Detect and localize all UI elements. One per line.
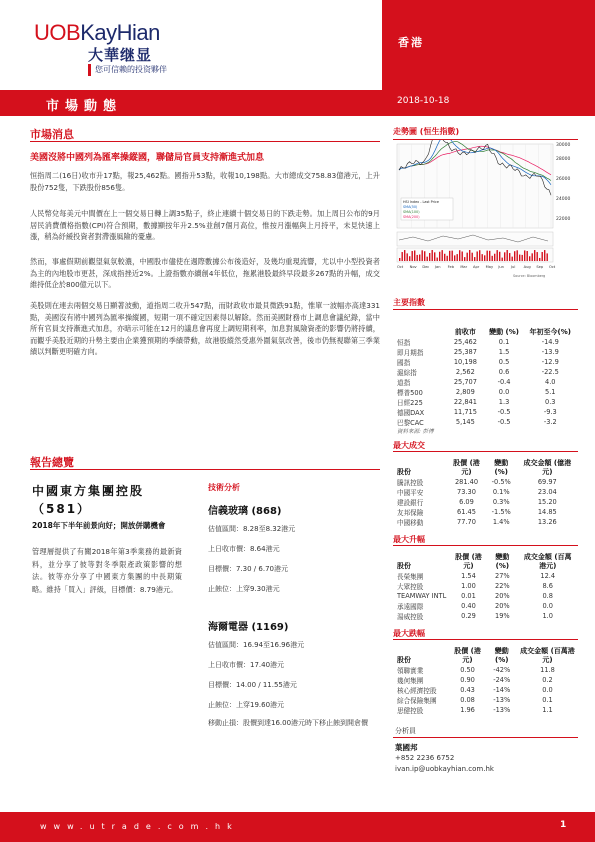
divider [393, 737, 578, 738]
x-tick: Mar [460, 265, 468, 269]
row-label: 德國DAX [397, 409, 425, 417]
table-cell: 25,387 [453, 348, 477, 356]
volume-bar [484, 255, 485, 261]
table-row [395, 367, 577, 377]
losers-table [395, 643, 577, 715]
section-title: 市場動態 [46, 99, 123, 114]
table-cell: 0.1% [492, 488, 510, 496]
table-row [395, 497, 577, 507]
col-header: 變動 (%) [494, 647, 509, 664]
table-row [395, 507, 577, 517]
table-cell: 1.3 [498, 398, 510, 406]
volume-bar [467, 253, 468, 261]
col-header: 年初至今(%) [529, 328, 571, 336]
volume-bar [487, 251, 488, 261]
divider [393, 639, 578, 640]
report-heading: 報告總覽 [30, 456, 74, 469]
table-cell: -3.2 [543, 418, 557, 426]
y-tick: 22000 [556, 217, 571, 222]
table-cell: 69.97 [537, 478, 557, 486]
table-row [395, 685, 577, 695]
table-row [395, 571, 577, 581]
analyst-phone: +852 2236 6752 [395, 754, 455, 762]
volume-bar [419, 255, 420, 261]
chart-heading: 走勢圖 (恒生指數) [393, 127, 460, 136]
slogan: 您可信赖的投资夥伴 [95, 65, 167, 74]
volume-bar [442, 250, 443, 261]
footer-url[interactable]: www.utrade.com.hk [40, 822, 239, 831]
row-label: 國指 [397, 359, 411, 367]
volume-bar [409, 256, 410, 261]
table-row [395, 517, 577, 527]
col-header [395, 315, 446, 337]
row-label: 湯威控股 [397, 613, 424, 621]
major-indices-table [395, 315, 577, 427]
row-label: 巴黎CAC [397, 419, 424, 427]
table-cell: 0.8 [542, 592, 553, 600]
table-cell: 6.09 [459, 498, 474, 506]
row-label: 中國移動 [397, 519, 424, 527]
volume-bar [524, 250, 525, 261]
row-label: 承遠國際 [397, 603, 424, 611]
volume-bar [499, 252, 500, 261]
volume-bar [534, 250, 535, 261]
table-row [395, 591, 577, 601]
market-news-heading: 市場消息 [30, 128, 74, 141]
volume-bar [472, 253, 473, 261]
table-cell: 61.45 [457, 508, 476, 516]
row-label: 中國平安 [397, 489, 424, 497]
table-cell: 0.1 [498, 338, 510, 346]
volume-bar [424, 251, 425, 261]
col-header: 變動 (%) [489, 328, 519, 336]
table-cell: 1.1 [542, 706, 553, 714]
table-row [395, 387, 577, 397]
col-header: 股份 [397, 468, 411, 476]
gainers-heading: 最大升幅 [393, 535, 425, 544]
chart-source: Source: Bloomberg [513, 274, 546, 278]
volume-bar [477, 251, 478, 261]
analyst-email[interactable]: ivan.ip@uobkayhian.com.hk [395, 765, 494, 773]
table-row [395, 705, 577, 715]
x-tick: Sep [536, 265, 544, 269]
volume-bar [454, 255, 455, 261]
tech-close: 上日收市價：17.40港元 [208, 661, 285, 669]
news-headline: 美國沒將中國列為匯率操縱國，聯儲局官員支持漸進式加息 [30, 153, 265, 163]
volume-bar [422, 250, 423, 261]
table-cell: 19% [495, 612, 510, 620]
row-label: 騰訊控股 [397, 479, 424, 487]
volume-bar [489, 251, 490, 261]
table-cell: -1.5% [491, 508, 511, 516]
table-cell: 0.29 [461, 612, 476, 620]
table-row [395, 337, 577, 347]
volume-bar [457, 254, 458, 261]
news-paragraph-2: 人民幣兌每美元中間價在上一個交易日轉上調35點子，終止連續十個交易日的下跌走勢。加上周日公布的9月居民消費價格指數(CPI)符合預期，數據顯按年升2.5%並創7個月高位，惟按月漲幅與上月持平，未見快速上漲，稍為紓緩投資者對滯漲風險的憂慮。 [30, 209, 380, 241]
table-cell: -13% [493, 706, 511, 714]
table-cell: 23.04 [537, 488, 557, 496]
table-row [395, 417, 577, 427]
table-cell: -13.9 [541, 348, 559, 356]
volume-bar [504, 252, 505, 261]
table-cell: -22.5 [541, 368, 559, 376]
legend-entry: HSI Index - Last Price [403, 200, 439, 204]
table-cell: 0.2 [542, 676, 553, 684]
volume-bar [542, 252, 543, 261]
col-header: 變動 (%) [495, 553, 510, 570]
table-cell: 5,145 [455, 418, 475, 426]
table-cell: 14.85 [537, 508, 557, 516]
row-label: 日經225 [397, 399, 423, 407]
y-tick: 30000 [556, 143, 571, 148]
table-cell: 0.0 [542, 602, 553, 610]
volume-bar [399, 258, 400, 261]
table-cell: 2,562 [455, 368, 475, 376]
volume-bar [414, 250, 415, 261]
table-row [395, 357, 577, 367]
table-cell: -0.5 [497, 418, 511, 426]
table-cell: 0.0 [542, 686, 553, 694]
report-company: 中國東方集團控股（581） [32, 484, 145, 516]
table-cell: 20% [495, 592, 510, 600]
table-cell: 8.6 [542, 582, 553, 590]
row-label: 滬綜指 [397, 369, 417, 377]
volume-bar [494, 254, 495, 261]
row-label: 道指 [397, 379, 411, 387]
table-cell: 5.1 [545, 388, 556, 396]
volume-bar [512, 257, 513, 261]
table-cell: 0.1 [542, 696, 553, 704]
table-cell: 0.6 [498, 368, 510, 376]
table-cell: 27% [495, 572, 510, 580]
hsi-chart [393, 140, 578, 290]
table-cell: -24% [493, 676, 511, 684]
news-paragraph-1: 恒指周二(16日)收市升17點，報25,462點。國指升53點，收報10,198點。大市總成交758.83億港元，上升股份752隻，下跌股份856隻。 [30, 171, 380, 192]
volume-bar [519, 255, 520, 261]
table-cell: -14.9 [541, 338, 559, 346]
page-number: 1 [560, 820, 567, 830]
volume-bar [417, 255, 418, 261]
major-indices-heading: 主要指數 [393, 298, 425, 307]
volume-bar [404, 250, 405, 261]
table-row [395, 695, 577, 705]
analyst-name: 葉國邦 [395, 743, 418, 752]
x-tick: Oct [549, 265, 556, 269]
col-header: 股價 (港元) [454, 647, 481, 664]
col-header: 股份 [397, 656, 411, 664]
col-header: 成交金額 (百萬港元) [520, 647, 575, 664]
volume-bar [449, 251, 450, 261]
turnover-table [395, 455, 577, 527]
volume-bar [432, 250, 433, 261]
tech-stock-name: 海爾電器 (1169) [208, 622, 289, 633]
tech-target: 目標價：7.30 / 6.70港元 [208, 565, 288, 573]
volume-bar [439, 252, 440, 261]
table-cell: 1.96 [460, 706, 475, 714]
volume-bar [459, 250, 460, 261]
table-cell: 0.5 [498, 358, 510, 366]
row-label: 恒指 [397, 339, 411, 347]
table-cell: 0.40 [461, 602, 476, 610]
technical-heading: 技術分析 [208, 483, 240, 492]
table-row [395, 407, 577, 417]
logo-main: KayHian [80, 20, 160, 45]
x-tick: Oct [397, 265, 404, 269]
divider [393, 545, 578, 546]
row-label: 幾何集團 [397, 677, 424, 685]
table-cell: -14% [493, 686, 511, 694]
news-paragraph-4: 美股則在連去兩個交易日顯著波動，道指周二收升547點，而財政收市最貝微跌91點，惟單一波幅亦高達331點，美國沒有將中國列為匯率操縱國，短期一項不確定因素得以解除。然而美國財務市上調息會議紀錄，當中所有官員支持漸進式加息，亦暗示可能在12月的議息會再度上調短期利率，加息對風險資產的影響仍將持續，而觀乎美股近期的升勢主要由企業獲預期的季績帶動，故港股縱然受惠外圍氣氛改善，後市仍無視聯第三季業績以判斷更明確方向。 [30, 301, 380, 356]
table-cell: 11,715 [453, 408, 477, 416]
volume-bar [412, 251, 413, 261]
table-cell: 0.90 [460, 676, 475, 684]
volume-bar [482, 254, 483, 261]
volume-bar [537, 252, 538, 261]
table-cell: 77.70 [457, 518, 476, 526]
news-paragraph-3: 然而，事處假期前觀望氣氛較濃，中國股市儘使在週際數據公布後造好，及幾均重現流響，尤以中小型投資者為主的內地股市更甚，深成指挫近2%。上證指數亦續創4年低位，拖累港股最終早段最多267點的升幅，成交維持低企於800億元以下。 [30, 257, 380, 289]
legend-entry: SMA(100) [403, 210, 420, 214]
volume-bar [462, 251, 463, 261]
table-cell: 0.50 [460, 666, 475, 674]
tech-close: 上日收市價：8.64港元 [208, 545, 280, 553]
x-tick: Jul [511, 265, 516, 269]
legend-entry: SMA(50) [403, 205, 418, 209]
table-cell: 20% [495, 602, 510, 610]
volume-bar [539, 258, 540, 261]
table-row [395, 397, 577, 407]
volume-bar [402, 252, 403, 261]
table-row [395, 487, 577, 497]
tech-target: 目標價：14.00 / 11.55港元 [208, 681, 297, 689]
table-row [395, 477, 577, 487]
volume-bar [532, 253, 533, 261]
table-row [395, 665, 577, 675]
volume-bar [469, 250, 470, 261]
table-cell: 0.3% [492, 498, 510, 506]
col-header: 股價 (港元) [453, 459, 480, 476]
x-tick: May [485, 265, 494, 269]
volume-bar [407, 253, 408, 261]
table-cell: 0.0 [498, 388, 510, 396]
table-row [395, 675, 577, 685]
volume-bar [452, 251, 453, 261]
col-header: 成交金額 (億港元) [523, 459, 572, 476]
volume-bar [507, 250, 508, 261]
row-label: 友邦保險 [397, 509, 424, 517]
tech-range: 估值區間：16.94至16.96港元 [208, 641, 305, 649]
table-cell: 73.30 [457, 488, 476, 496]
report-body: 管理層提供了有關2018年第3季業務的最新資料，並分享了彼等對冬季限產政策影響的想法。彼等亦分享了中國東方集團的中長期策略。維持「買入」評級，目標價：8.79港元。 [32, 547, 182, 594]
table-cell: 15.20 [537, 498, 557, 506]
logo-prefix: UOB [34, 20, 81, 45]
volume-bar [517, 250, 518, 261]
table-cell: 1.4% [492, 518, 510, 526]
x-tick: Apr [473, 265, 480, 269]
row-label: 綜合保險集團 [397, 697, 437, 705]
table-cell: 25,462 [453, 338, 477, 346]
row-label: 建設銀行 [397, 499, 424, 507]
table-cell: 1.5 [498, 348, 510, 356]
table-cell: 1.00 [461, 582, 476, 590]
y-tick: 26000 [556, 177, 571, 182]
volume-bar [464, 257, 465, 261]
table-cell: 0.08 [460, 696, 475, 704]
table-row [395, 377, 577, 387]
x-tick: Jan [435, 265, 441, 269]
logo-accent-bar [88, 64, 91, 76]
table-cell: 1.54 [461, 572, 476, 580]
col-header: 變動 (%) [494, 459, 509, 476]
tech-stock-name: 信義玻璃 (868) [208, 506, 282, 517]
tech-stop: 止蝕位：上穿19.60港元 [208, 701, 285, 709]
volume-bar [479, 250, 480, 261]
volume-bar [527, 251, 528, 261]
volume-bar [497, 250, 498, 261]
y-tick: 28000 [556, 157, 571, 162]
col-header: 股價 (港元) [455, 553, 482, 570]
volume-bar [502, 258, 503, 261]
volume-bar [547, 253, 548, 261]
table-cell: -9.3 [543, 408, 557, 416]
volume-bar [434, 252, 435, 261]
table-cell: 2,809 [455, 388, 475, 396]
table-cell: 0.01 [461, 592, 476, 600]
table-row [395, 581, 577, 591]
table-row [395, 601, 577, 611]
table-cell: -42% [493, 666, 511, 674]
table-cell: -0.5% [491, 478, 511, 486]
volume-bar [514, 251, 515, 261]
volume-bar [474, 257, 475, 261]
y-tick: 24000 [556, 197, 571, 202]
x-tick: Aug [523, 265, 531, 269]
analyst-label: 分析員 [395, 727, 416, 735]
x-tick: Jun [498, 265, 504, 269]
table-cell: -12.9 [541, 358, 559, 366]
table-row [395, 347, 577, 357]
report-date: 2018-10-18 [397, 96, 450, 106]
table-cell: 22% [495, 582, 510, 590]
table-cell: -0.5 [497, 408, 511, 416]
row-label: 核心經濟控股 [397, 687, 437, 695]
report-subhead: 2018年下半年前景向好；開放併購機會 [32, 521, 166, 530]
volume-bar [544, 250, 545, 261]
logo-wordmark [34, 20, 160, 46]
table-row [395, 611, 577, 621]
divider [393, 451, 578, 452]
turnover-heading: 最大成交 [393, 441, 425, 450]
table-cell: 0.3 [545, 398, 556, 406]
x-tick: Nov [409, 265, 417, 269]
volume-bar [522, 255, 523, 261]
table-cell: 1.0 [542, 612, 553, 620]
row-label: 領聯實業 [397, 667, 424, 675]
losers-heading: 最大跌幅 [393, 629, 425, 638]
volume-bar [444, 254, 445, 261]
table-cell: 281.40 [454, 478, 479, 486]
volume-bar [529, 256, 530, 261]
row-label: 思健控股 [397, 707, 424, 715]
gainers-table [395, 549, 577, 621]
col-header: 成交金額 (百萬港元) [523, 553, 572, 570]
table-cell: 25,707 [453, 378, 477, 386]
table-cell: 4.0 [545, 378, 556, 386]
indices-source: 資料來源: 彭博 [397, 429, 434, 435]
tech-range: 估值區間：8.28至8.32港元 [208, 525, 296, 533]
table-cell: -0.4 [497, 378, 511, 386]
divider [393, 309, 578, 310]
col-header: 股份 [397, 562, 411, 570]
region-label: 香港 [398, 36, 424, 49]
tech-stop: 止蝕位：上穿9.30港元 [208, 585, 280, 593]
tech-note: 移動止損：股價到達16.00港元時下移止蝕到開倉價 [208, 719, 369, 727]
row-label: 即月期指 [397, 349, 424, 357]
row-label: 長榮集團 [397, 573, 424, 581]
logo-chinese: 大華继显 [88, 46, 153, 64]
col-header: 前收市 [454, 328, 476, 336]
divider [30, 141, 380, 142]
row-label: TEAMWAY INTL [397, 592, 447, 600]
row-label: 大眾控股 [397, 583, 424, 591]
table-cell: 11.8 [540, 666, 555, 674]
row-label: 標普500 [397, 389, 423, 397]
x-tick: Feb [447, 265, 455, 269]
volume-bar [447, 256, 448, 261]
x-tick: Dec [422, 265, 430, 269]
table-cell: 22,841 [453, 398, 477, 406]
volume-bar [427, 257, 428, 261]
table-cell: 0.43 [460, 686, 475, 694]
volume-bar [429, 253, 430, 261]
volume-bar [492, 256, 493, 261]
divider [30, 469, 380, 470]
table-cell: -13% [493, 696, 511, 704]
table-cell: 10,198 [453, 358, 477, 366]
volume-bar [509, 253, 510, 261]
table-cell: 12.4 [540, 572, 556, 580]
volume-bar [437, 258, 438, 261]
legend-entry: SMA(200) [403, 215, 420, 219]
table-cell: 13.26 [537, 518, 557, 526]
